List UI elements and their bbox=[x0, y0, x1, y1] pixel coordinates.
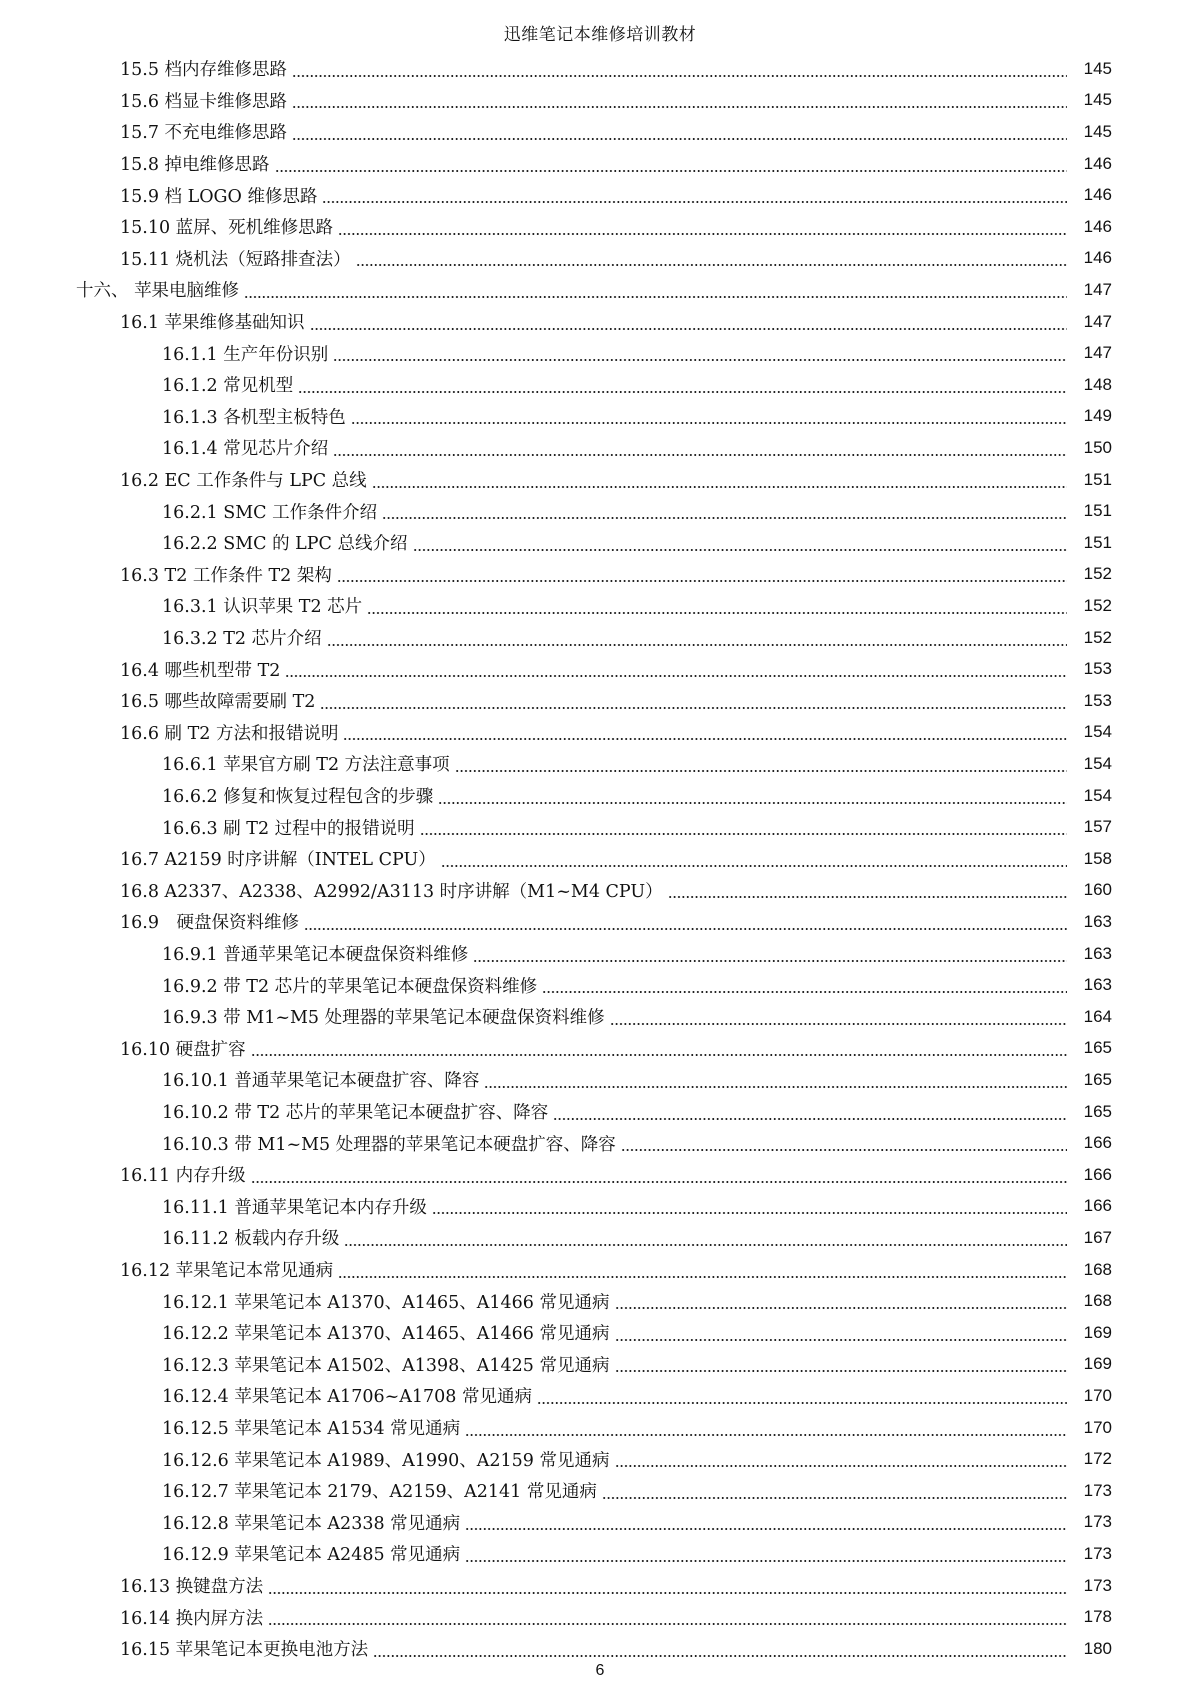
toc-entry-page: 173 bbox=[1083, 1480, 1112, 1500]
toc-entry-page: 178 bbox=[1083, 1607, 1112, 1627]
dot-leader bbox=[615, 1307, 1067, 1309]
toc-entry[interactable] bbox=[0, 53, 1200, 85]
toc-entry[interactable] bbox=[0, 685, 1200, 717]
dot-leader bbox=[292, 138, 1067, 140]
toc-entry-title: 16.3.2 T2 芯片介绍 bbox=[162, 625, 324, 650]
toc-entry-title: 16.7 A2159 时序讲解（INTEL CPU） bbox=[120, 846, 438, 871]
toc-entry-page: 173 bbox=[1083, 1575, 1112, 1595]
toc-entry[interactable] bbox=[0, 653, 1200, 685]
toc-entry-title: 16.9 硬盘保资料维修 bbox=[120, 909, 301, 934]
toc-entry-title: 16.12.9 苹果笔记本 A2485 常见通病 bbox=[162, 1541, 462, 1566]
toc-entry-page: 172 bbox=[1083, 1449, 1112, 1469]
toc-entry[interactable] bbox=[0, 969, 1200, 1001]
toc-entry-page: 167 bbox=[1083, 1227, 1112, 1247]
toc-entry-page: 165 bbox=[1083, 1038, 1112, 1058]
toc-entry[interactable] bbox=[0, 1222, 1200, 1254]
dot-leader bbox=[298, 391, 1067, 393]
dot-leader bbox=[251, 1181, 1067, 1183]
toc-entry-page: 154 bbox=[1083, 753, 1112, 773]
toc-entry-title: 16.10.3 带 M1~M5 处理器的苹果笔记本硬盘扩容、降容 bbox=[162, 1131, 618, 1156]
toc-entry[interactable] bbox=[0, 85, 1200, 117]
toc-entry-title: 16.9.3 带 M1~M5 处理器的苹果笔记本硬盘保资料维修 bbox=[162, 1004, 607, 1029]
toc-entry-title: 16.1.4 常见芯片介绍 bbox=[162, 435, 330, 460]
toc-entry-page: 152 bbox=[1083, 564, 1112, 584]
toc-entry-page: 150 bbox=[1083, 437, 1112, 457]
toc-entry-page: 153 bbox=[1083, 690, 1112, 710]
toc-entry-page: 153 bbox=[1083, 659, 1112, 679]
toc-entry-title: 16.12.7 苹果笔记本 2179、A2159、A2141 常见通病 bbox=[162, 1478, 599, 1503]
toc-entry[interactable] bbox=[0, 1633, 1200, 1665]
dot-leader bbox=[465, 1528, 1067, 1530]
dot-leader bbox=[344, 1244, 1067, 1246]
toc-entry[interactable] bbox=[0, 1570, 1200, 1602]
toc-entry[interactable] bbox=[0, 843, 1200, 875]
toc-entry-title: 16.1 苹果维修基础知识 bbox=[120, 309, 307, 334]
toc-entry-title: 16.3 T2 工作条件 T2 架构 bbox=[120, 562, 334, 587]
toc-entry[interactable] bbox=[0, 432, 1200, 464]
dot-leader bbox=[292, 75, 1067, 77]
toc-entry-title: 16.4 哪些机型带 T2 bbox=[120, 657, 282, 682]
dot-leader bbox=[310, 328, 1067, 330]
toc-entry-title: 16.11 内存升级 bbox=[120, 1162, 248, 1187]
toc-entry[interactable] bbox=[0, 243, 1200, 275]
dot-leader bbox=[615, 1370, 1067, 1372]
toc-entry[interactable] bbox=[0, 148, 1200, 180]
toc-entry[interactable] bbox=[0, 748, 1200, 780]
toc-entry-title: 16.6 刷 T2 方法和报错说明 bbox=[120, 720, 340, 745]
toc-entry-page: 173 bbox=[1083, 1543, 1112, 1563]
toc-entry[interactable] bbox=[0, 401, 1200, 433]
toc-entry-title: 16.13 换键盘方法 bbox=[120, 1573, 265, 1598]
toc-entry-title: 16.6.1 苹果官方刷 T2 方法注意事项 bbox=[162, 751, 452, 776]
dot-leader bbox=[322, 201, 1067, 203]
dot-leader bbox=[465, 1434, 1067, 1436]
dot-leader bbox=[275, 170, 1067, 172]
toc-entry-title: 16.12 苹果笔记本常见通病 bbox=[120, 1257, 335, 1282]
dot-leader bbox=[338, 1276, 1067, 1278]
toc-entry-title: 16.1.3 各机型主板特色 bbox=[162, 404, 348, 429]
toc-entry[interactable] bbox=[0, 906, 1200, 938]
toc-entry-page: 165 bbox=[1083, 1101, 1112, 1121]
toc-entry[interactable] bbox=[0, 1475, 1200, 1507]
toc-entry[interactable] bbox=[0, 211, 1200, 243]
dot-leader bbox=[553, 1118, 1067, 1120]
dot-leader bbox=[351, 422, 1067, 424]
toc-entry-title: 15.9 档 LOGO 维修思路 bbox=[120, 183, 319, 208]
toc-entry[interactable] bbox=[0, 875, 1200, 907]
toc-entry[interactable] bbox=[0, 622, 1200, 654]
toc-entry-title: 15.11 烧机法（短路排查法） bbox=[120, 246, 353, 271]
running-header: 迅维笔记本维修培训教材 bbox=[503, 25, 697, 45]
toc-entry-title: 15.5 档内存维修思路 bbox=[120, 56, 289, 81]
toc-entry-title: 16.1.2 常见机型 bbox=[162, 372, 295, 397]
dot-leader bbox=[304, 928, 1067, 930]
toc-entry-title: 15.10 蓝屏、死机维修思路 bbox=[120, 214, 335, 239]
toc-entry-page: 157 bbox=[1083, 817, 1112, 837]
dot-leader bbox=[373, 1655, 1067, 1657]
toc-entry-page: 154 bbox=[1083, 785, 1112, 805]
toc-entry-page: 146 bbox=[1083, 185, 1112, 205]
dot-leader bbox=[441, 865, 1067, 867]
toc-entry-page: 168 bbox=[1083, 1259, 1112, 1279]
dot-leader bbox=[621, 1149, 1067, 1151]
toc-entry-page: 147 bbox=[1083, 343, 1112, 363]
toc-entry-title: 16.12.5 苹果笔记本 A1534 常见通病 bbox=[162, 1415, 462, 1440]
toc-entry[interactable] bbox=[0, 1443, 1200, 1475]
toc-entry[interactable] bbox=[0, 717, 1200, 749]
toc-entry-page: 166 bbox=[1083, 1133, 1112, 1153]
toc-entry[interactable] bbox=[0, 495, 1200, 527]
dot-leader bbox=[372, 486, 1067, 488]
toc-entry-title: 16.12.6 苹果笔记本 A1989、A1990、A2159 常见通病 bbox=[162, 1447, 612, 1472]
toc-entry-page: 170 bbox=[1083, 1417, 1112, 1437]
toc-entry-title: 16.10 硬盘扩容 bbox=[120, 1036, 248, 1061]
toc-entry-title: 16.10.1 普通苹果笔记本硬盘扩容、降容 bbox=[162, 1067, 481, 1092]
dot-leader bbox=[668, 896, 1067, 898]
dot-leader bbox=[455, 770, 1067, 772]
toc-entry-page: 173 bbox=[1083, 1512, 1112, 1532]
toc-entry-title: 16.11.2 板载内存升级 bbox=[162, 1225, 341, 1250]
dot-leader bbox=[327, 644, 1067, 646]
dot-leader bbox=[367, 612, 1067, 614]
toc-entry-page: 151 bbox=[1083, 501, 1112, 521]
toc-entry-title: 16.6.3 刷 T2 过程中的报错说明 bbox=[162, 815, 417, 840]
toc-entry-page: 146 bbox=[1083, 248, 1112, 268]
toc-entry[interactable] bbox=[0, 1001, 1200, 1033]
toc-entry[interactable] bbox=[0, 274, 1200, 306]
toc-entry[interactable] bbox=[0, 464, 1200, 496]
dot-leader bbox=[602, 1497, 1067, 1499]
toc-entry-page: 158 bbox=[1083, 848, 1112, 868]
toc-entry[interactable] bbox=[0, 590, 1200, 622]
toc-entry[interactable] bbox=[0, 1159, 1200, 1191]
toc-entry-page: 164 bbox=[1083, 1006, 1112, 1026]
toc-entry[interactable] bbox=[0, 1285, 1200, 1317]
toc-entry-page: 151 bbox=[1083, 469, 1112, 489]
toc-entry[interactable] bbox=[0, 1033, 1200, 1065]
toc-entry[interactable] bbox=[0, 179, 1200, 211]
dot-leader bbox=[438, 802, 1067, 804]
toc-entry[interactable] bbox=[0, 780, 1200, 812]
toc-entry[interactable] bbox=[0, 1064, 1200, 1096]
toc-entry[interactable] bbox=[0, 1412, 1200, 1444]
dot-leader bbox=[413, 549, 1068, 551]
toc-entry-page: 163 bbox=[1083, 943, 1112, 963]
toc-entry[interactable] bbox=[0, 1096, 1200, 1128]
toc-entry-page: 148 bbox=[1083, 374, 1112, 394]
toc-entry-title: 16.5 哪些故障需要刷 T2 bbox=[120, 688, 317, 713]
dot-leader bbox=[542, 991, 1067, 993]
toc-entry-page: 145 bbox=[1083, 121, 1112, 141]
toc-entry-page: 166 bbox=[1083, 1196, 1112, 1216]
dot-leader bbox=[615, 1339, 1067, 1341]
toc-entry-page: 169 bbox=[1083, 1354, 1112, 1374]
toc-entry-page: 151 bbox=[1083, 532, 1112, 552]
dot-leader bbox=[333, 359, 1067, 361]
toc-entry-title: 15.7 不充电维修思路 bbox=[120, 119, 289, 144]
toc-entry-page: 154 bbox=[1083, 722, 1112, 742]
toc-entry-page: 163 bbox=[1083, 911, 1112, 931]
toc-entry-title: 15.8 掉电维修思路 bbox=[120, 151, 272, 176]
dot-leader bbox=[268, 1623, 1067, 1625]
toc-entry[interactable] bbox=[0, 1317, 1200, 1349]
toc-entry-page: 149 bbox=[1083, 406, 1112, 426]
dot-leader bbox=[320, 707, 1067, 709]
toc-entry-title: 16.12.4 苹果笔记本 A1706~A1708 常见通病 bbox=[162, 1383, 534, 1408]
toc-entry[interactable] bbox=[0, 1601, 1200, 1633]
toc-entry-title: 16.1.1 生产年份识别 bbox=[162, 341, 330, 366]
toc-entry-title: 16.10.2 带 T2 芯片的苹果笔记本硬盘扩容、降容 bbox=[162, 1099, 550, 1124]
toc-entry-title: 16.11.1 普通苹果笔记本内存升级 bbox=[162, 1194, 429, 1219]
toc-entry-title: 16.8 A2337、A2338、A2992/A3113 时序讲解（M1~M4 CPU） bbox=[120, 878, 665, 903]
toc-entry[interactable] bbox=[0, 811, 1200, 843]
toc-entry[interactable] bbox=[0, 559, 1200, 591]
toc-entry-page: 169 bbox=[1083, 1322, 1112, 1342]
dot-leader bbox=[432, 1212, 1067, 1214]
toc-entry-title: 16.12.2 苹果笔记本 A1370、A1465、A1466 常见通病 bbox=[162, 1320, 612, 1345]
toc-entry[interactable] bbox=[0, 938, 1200, 970]
toc-entry-title: 16.2.1 SMC 工作条件介绍 bbox=[162, 499, 379, 524]
toc-entry-title: 16.2.2 SMC 的 LPC 总线介绍 bbox=[162, 530, 410, 555]
toc-entry[interactable] bbox=[0, 337, 1200, 369]
toc-entry-page: 165 bbox=[1083, 1069, 1112, 1089]
toc-entry-title: 16.9.1 普通苹果笔记本硬盘保资料维修 bbox=[162, 941, 470, 966]
dot-leader bbox=[338, 233, 1067, 235]
toc-entry-page: 145 bbox=[1083, 90, 1112, 110]
dot-leader bbox=[484, 1086, 1067, 1088]
toc-entry-page: 168 bbox=[1083, 1291, 1112, 1311]
toc-entry[interactable] bbox=[0, 1538, 1200, 1570]
dot-leader bbox=[382, 517, 1067, 519]
dot-leader bbox=[292, 106, 1067, 108]
dot-leader bbox=[610, 1023, 1067, 1025]
dot-leader bbox=[473, 960, 1067, 962]
dot-leader bbox=[356, 264, 1067, 266]
toc-entry-page: 166 bbox=[1083, 1164, 1112, 1184]
toc-entry-title: 16.15 苹果笔记本更换电池方法 bbox=[120, 1636, 370, 1661]
dot-leader bbox=[465, 1560, 1067, 1562]
toc-entry-page: 146 bbox=[1083, 216, 1112, 236]
toc-entry[interactable] bbox=[0, 306, 1200, 338]
toc-entry-page: 147 bbox=[1083, 279, 1112, 299]
toc-entry-title: 16.14 换内屏方法 bbox=[120, 1605, 265, 1630]
toc-entry[interactable] bbox=[0, 1254, 1200, 1286]
dot-leader bbox=[337, 580, 1067, 582]
toc-entry-title: 16.12.8 苹果笔记本 A2338 常见通病 bbox=[162, 1510, 462, 1535]
toc-entry-page: 146 bbox=[1083, 153, 1112, 173]
dot-leader bbox=[268, 1592, 1067, 1594]
toc-entry[interactable] bbox=[0, 1507, 1200, 1539]
toc-entry-page: 170 bbox=[1083, 1385, 1112, 1405]
dot-leader bbox=[251, 1054, 1067, 1056]
toc-entry-title: 16.9.2 带 T2 芯片的苹果笔记本硬盘保资料维修 bbox=[162, 973, 539, 998]
toc-entry-page: 160 bbox=[1083, 880, 1112, 900]
dot-leader bbox=[420, 833, 1067, 835]
toc-entry[interactable] bbox=[0, 1191, 1200, 1223]
toc-entry-title: 16.2 EC 工作条件与 LPC 总线 bbox=[120, 467, 369, 492]
dot-leader bbox=[537, 1402, 1067, 1404]
toc-entry[interactable] bbox=[0, 116, 1200, 148]
toc-entry-title: 16.3.1 认识苹果 T2 芯片 bbox=[162, 593, 364, 618]
dot-leader bbox=[285, 675, 1067, 677]
toc-entry-page: 147 bbox=[1083, 311, 1112, 331]
toc-entry-page: 163 bbox=[1083, 975, 1112, 995]
toc-entry-page: 180 bbox=[1083, 1638, 1112, 1658]
dot-leader bbox=[343, 738, 1067, 740]
toc-entry-page: 152 bbox=[1083, 627, 1112, 647]
toc-entry[interactable] bbox=[0, 1127, 1200, 1159]
toc-entry[interactable] bbox=[0, 1380, 1200, 1412]
toc-entry[interactable] bbox=[0, 369, 1200, 401]
toc-entry-title: 15.6 档显卡维修思路 bbox=[120, 88, 289, 113]
toc-entry-page: 152 bbox=[1083, 595, 1112, 615]
toc-entry-page: 145 bbox=[1083, 58, 1112, 78]
toc-entry-title: 16.12.1 苹果笔记本 A1370、A1465、A1466 常见通病 bbox=[162, 1289, 612, 1314]
page-number: 6 bbox=[595, 1662, 605, 1679]
toc-entry[interactable] bbox=[0, 1349, 1200, 1381]
toc-entry-title: 十六、 苹果电脑维修 bbox=[76, 277, 241, 302]
toc-entry[interactable] bbox=[0, 527, 1200, 559]
dot-leader bbox=[244, 296, 1067, 298]
dot-leader bbox=[333, 454, 1067, 456]
dot-leader bbox=[615, 1465, 1067, 1467]
toc-entry-title: 16.12.3 苹果笔记本 A1502、A1398、A1425 常见通病 bbox=[162, 1352, 612, 1377]
toc-entry-title: 16.6.2 修复和恢复过程包含的步骤 bbox=[162, 783, 435, 808]
